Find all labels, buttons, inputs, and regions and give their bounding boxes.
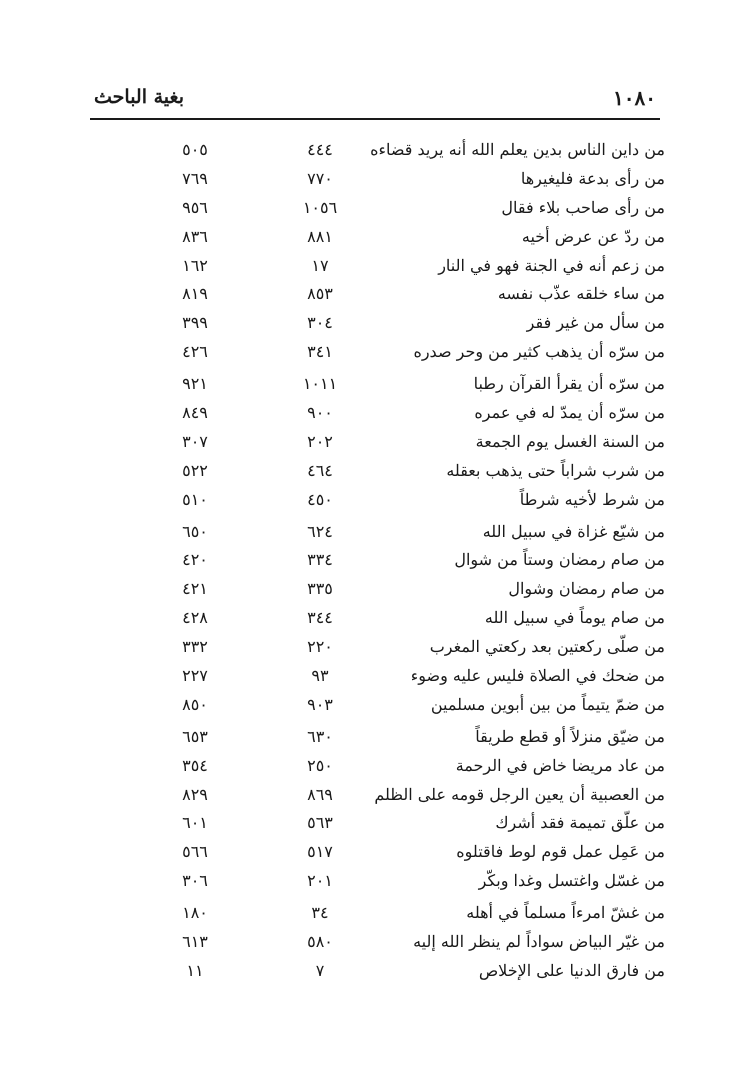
index-row — [90, 486, 665, 515]
index-row — [90, 809, 665, 838]
hadith-text: من غيّر البياض سواداً لم ينظر الله إليه — [413, 932, 665, 952]
index-row — [90, 457, 665, 486]
index-row — [90, 252, 665, 281]
index-row — [90, 136, 665, 165]
index-row — [90, 280, 665, 309]
page-ref-b: ١٨٠ — [182, 903, 208, 923]
page-ref-b: ٩٥٦ — [182, 197, 208, 217]
hadith-text: من ساء خلقه عذّب نفسه — [497, 284, 665, 304]
page-ref-b: ٨٣٦ — [182, 226, 208, 246]
page-ref-a: ١٠١١ — [302, 374, 338, 394]
hadith-text: من علّق تميمة فقد أشرك — [495, 813, 665, 833]
page-ref-a: ٤٥٠ — [307, 489, 333, 509]
hadith-text: من شيّع غزاة في سبيل الله — [482, 521, 665, 541]
index-row — [90, 309, 665, 338]
page-ref-a: ٢٠٢ — [307, 431, 333, 451]
hadith-text: من زعم أنه في الجنة فهو في النار — [438, 255, 665, 275]
page-ref-a: ٩٣ — [311, 666, 329, 686]
hadith-text: من سأل من غير فقر — [526, 313, 665, 333]
hadith-text: من داين الناس بدين يعلم الله أنه يريد قضاءه — [370, 140, 665, 159]
page-ref-a: ٥٨٠ — [307, 932, 333, 952]
page-ref-b: ٦٠١ — [182, 813, 208, 833]
index-row — [90, 399, 665, 428]
page-ref-b: ٨٥٠ — [182, 694, 208, 714]
index-row — [90, 575, 665, 604]
index-row — [90, 928, 665, 957]
book-title: بغية الباحث — [94, 86, 184, 108]
index-row — [90, 838, 665, 867]
hadith-text: من سرّه أن يذهب كثير من وحر صدره — [413, 342, 665, 362]
index-row — [90, 957, 665, 986]
hadith-text: من ضحك في الصلاة فليس عليه وضوء — [410, 666, 665, 686]
index-table — [90, 136, 665, 986]
page-ref-a: ٥١٧ — [307, 842, 333, 862]
page-ref-b: ٣٠٦ — [182, 871, 208, 891]
page-ref-a: ٩٠٣ — [307, 694, 333, 714]
index-row — [90, 899, 665, 928]
index-row — [90, 723, 665, 752]
page-ref-a: ٣٤١ — [307, 342, 333, 362]
page-ref-b: ٧٦٩ — [182, 168, 208, 188]
index-row — [90, 752, 665, 781]
index-row — [90, 518, 665, 547]
hadith-text: من العصبية أن يعين الرجل قومه على الظلم — [374, 784, 665, 804]
hadith-text: من صام رمضان وستاً من شوال — [454, 550, 665, 570]
page-ref-a: ٢٥٠ — [307, 755, 333, 775]
hadith-text: من صام رمضان وشوال — [508, 579, 665, 599]
page-ref-a: ٥٦٣ — [307, 813, 333, 833]
page-ref-a: ٨٥٣ — [307, 284, 333, 304]
page-header — [90, 80, 660, 120]
page-ref-b: ٤٢١ — [182, 579, 208, 599]
page-ref-a: ٤٦٤ — [307, 460, 333, 480]
page-ref-b: ٨١٩ — [182, 284, 208, 304]
index-row — [90, 604, 665, 633]
hadith-text: من شرب شراباً حتى يذهب بعقله — [446, 460, 665, 480]
page-ref-b: ٦٥٠ — [182, 521, 208, 541]
hadith-text: من ضيّق منزلاً أو قطع طريقاً — [475, 726, 665, 746]
hadith-text: من عَمِل عمل قوم لوط فاقتلوه — [456, 842, 665, 862]
page-ref-b: ٢٢٧ — [182, 666, 208, 686]
index-row — [90, 223, 665, 252]
page-ref-a: ٢٠١ — [307, 871, 333, 891]
hadith-text: من ضمّ يتيماً من بين أبوين مسلمين — [430, 694, 665, 714]
page-ref-a: ٦٣٠ — [307, 726, 333, 746]
page-ref-a: ١٠٥٦ — [302, 197, 338, 217]
page-ref-b: ٤٢٨ — [182, 608, 208, 628]
index-row — [90, 691, 665, 720]
page-ref-b: ٦١٣ — [182, 932, 208, 952]
index-row — [90, 428, 665, 457]
index-row — [90, 867, 665, 896]
page-ref-a: ٣٠٤ — [307, 313, 333, 333]
hadith-text: من السنة الغسل يوم الجمعة — [475, 431, 665, 451]
hadith-text: من غسّل واغتسل وغدا وبكّر — [478, 871, 665, 891]
page-ref-b: ١٦٢ — [182, 255, 208, 275]
page-ref-a: ٣٤ — [311, 903, 329, 923]
page-ref-b: ٣٣٢ — [182, 637, 208, 657]
page-ref-a: ٧٧٠ — [307, 168, 333, 188]
hadith-text: من صلّى ركعتين بعد ركعتي المغرب — [429, 637, 665, 657]
page-ref-b: ٥١٠ — [182, 489, 208, 509]
index-row — [90, 546, 665, 575]
page-ref-b: ٨٢٩ — [182, 784, 208, 804]
page-ref-b: ٨٤٩ — [182, 403, 208, 423]
page-ref-a: ٨٦٩ — [307, 784, 333, 804]
hadith-text: من سرّه أن يمدّ له في عمره — [474, 403, 665, 423]
hadith-text: من ردّ عن عرض أخيه — [521, 226, 665, 246]
page-ref-a: ١٧ — [311, 255, 329, 275]
page-number: ١٠٨٠ — [613, 86, 656, 110]
hadith-text: من عاد مريضا خاض في الرحمة — [455, 755, 665, 775]
page-ref-b: ٣٥٤ — [182, 755, 208, 775]
hadith-text: من رأى بدعة فليغيرها — [520, 168, 665, 188]
page-ref-b: ٤٢٦ — [182, 342, 208, 362]
index-row — [90, 194, 665, 223]
page-ref-b: ٣٠٧ — [182, 431, 208, 451]
page-ref-b: ٥٠٥ — [182, 140, 208, 159]
page-ref-a: ٣٤٤ — [307, 608, 333, 628]
page-ref-b: ٣٩٩ — [182, 313, 208, 333]
page-ref-a: ٢٢٠ — [307, 637, 333, 657]
page-ref-a: ٨٨١ — [307, 226, 333, 246]
page-ref-a: ٦٢٤ — [307, 521, 333, 541]
index-row — [90, 662, 665, 691]
hadith-text: من غشّ امرءاً مسلماً في أهله — [466, 903, 665, 923]
hadith-text: من سرّه أن يقرأ القرآن رطبا — [473, 374, 665, 394]
page-ref-a: ٣٣٤ — [307, 550, 333, 570]
page-ref-b: ٥٢٢ — [182, 460, 208, 480]
index-row — [90, 633, 665, 662]
index-row — [90, 370, 665, 399]
page-ref-b: ٥٦٦ — [182, 842, 208, 862]
hadith-text: من شرط لأخيه شرطاً — [519, 489, 665, 509]
page-ref-a: ٣٣٥ — [307, 579, 333, 599]
page-ref-a: ٤٤٤ — [307, 140, 333, 159]
page-ref-a: ٩٠٠ — [307, 403, 333, 423]
index-row — [90, 781, 665, 810]
index-row — [90, 165, 665, 194]
index-row — [90, 338, 665, 367]
hadith-text: من صام يوماً في سبيل الله — [484, 608, 665, 628]
page-ref-a: ٧ — [315, 960, 325, 980]
page-ref-b: ٩٢١ — [182, 374, 208, 394]
page-ref-b: ١١ — [186, 960, 204, 980]
page-ref-b: ٤٢٠ — [182, 550, 208, 570]
page-ref-b: ٦٥٣ — [182, 726, 208, 746]
hadith-text: من فارق الدنيا على الإخلاص — [478, 960, 665, 980]
hadith-text: من رأى صاحب بلاء فقال — [501, 197, 665, 217]
